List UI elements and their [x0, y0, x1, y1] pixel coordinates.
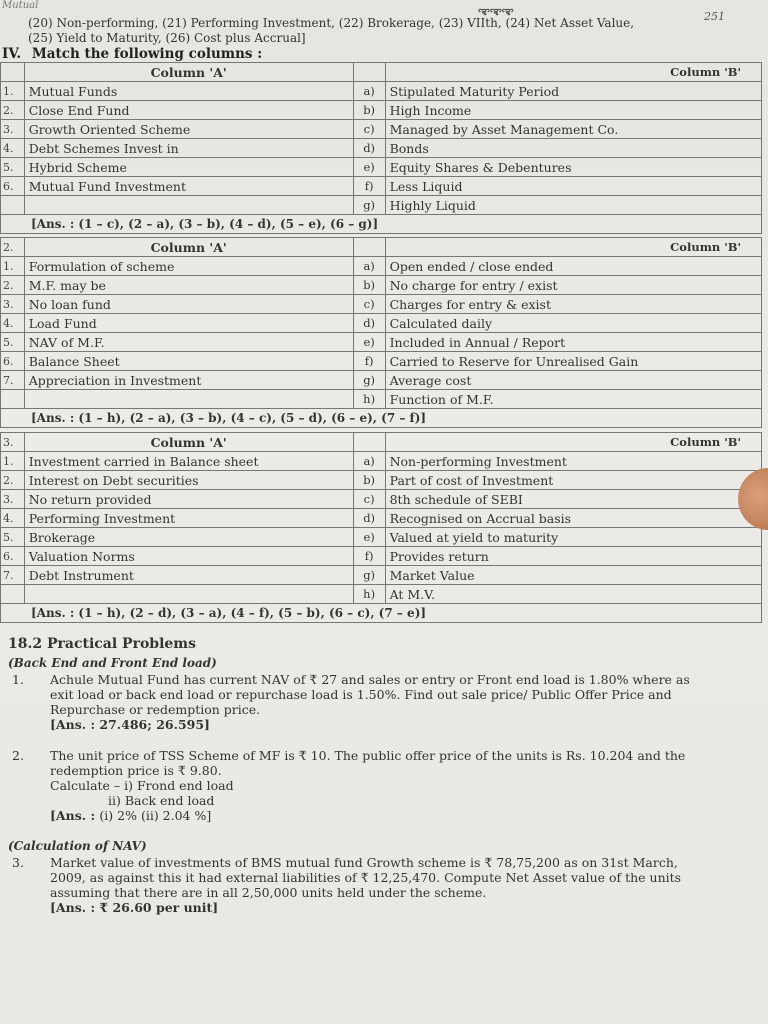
answer-values: (i) 2% (ii) 2.04 %] [99, 808, 212, 823]
column-a-item: Formulation of scheme [24, 257, 353, 276]
problem-line: Achule Mutual Fund has current NAV of ₹ 27 and sales or entry or Front end load is 1.80% where as [50, 672, 690, 687]
table-row [1, 371, 762, 390]
row-number: 1. [1, 82, 25, 101]
column-b-item: Stipulated Maturity Period [385, 82, 761, 101]
column-b-letter: d) [353, 314, 385, 333]
column-a-item: Brokerage [24, 528, 353, 547]
column-b-item: Function of M.F. [385, 390, 761, 409]
column-b-item: No charge for entry / exist [385, 276, 761, 295]
table-number: 2. [1, 238, 25, 257]
table-row [1, 295, 762, 314]
column-b-item: 8th schedule of SEBI [385, 490, 761, 509]
column-b-item: Charges for entry & exist [385, 295, 761, 314]
problem-line: Repurchase or redemption price. [50, 702, 261, 717]
problem-1 [8, 672, 748, 732]
row-number: 7. [1, 566, 25, 585]
table-row [1, 490, 762, 509]
column-b-letter: a) [353, 257, 385, 276]
row-number: 2. [1, 276, 25, 295]
match-table-3 [0, 432, 762, 623]
letter-cell [353, 238, 385, 257]
row-number: 6. [1, 547, 25, 566]
column-a-header: Column 'A' [24, 63, 353, 82]
column-b-header: Column 'B' [385, 63, 761, 82]
column-b-letter: b) [353, 471, 385, 490]
column-b-letter: f) [353, 547, 385, 566]
table-row [1, 333, 762, 352]
table-row [1, 82, 762, 101]
table-row [1, 471, 762, 490]
answer-key: [Ans. : (1 – h), (2 – d), (3 – a), (4 – f), (5 – b), (6 – c), (7 – e)] [1, 604, 762, 623]
column-b-item: Equity Shares & Debentures [385, 158, 761, 177]
intro-answers [28, 16, 634, 46]
column-b-item: Market Value [385, 566, 761, 585]
problem-line: 2009, as against this it had external liabilities of ₹ 12,25,470. Compute Net Asset value of the units [50, 870, 682, 885]
column-a-item: Growth Oriented Scheme [24, 120, 353, 139]
column-b-item: At M.V. [385, 585, 761, 604]
table-row [1, 120, 762, 139]
answer-row [1, 215, 762, 234]
problem-line: exit load or back end load or repurchase load is 1.50%. Find out sale price/ Public Offer Price and [50, 687, 672, 702]
problem-line: Market value of investments of BMS mutual fund Growth scheme is ₹ 78,75,200 as on 31st March, [50, 855, 678, 870]
row-number: 6. [1, 177, 25, 196]
column-b-item: Provides return [385, 547, 761, 566]
table-row [1, 177, 762, 196]
table-row [1, 528, 762, 547]
row-number: 3. [1, 295, 25, 314]
column-a-item: M.F. may be [24, 276, 353, 295]
table-header-row [1, 433, 762, 452]
table-row [1, 101, 762, 120]
problem-answer: [Ans. : 27.486; 26.595] [50, 717, 210, 732]
table-row [1, 276, 762, 295]
table-row [1, 196, 762, 215]
table-row [1, 352, 762, 371]
column-a-item: NAV of M.F. [24, 333, 353, 352]
column-b-item: Part of cost of Investment [385, 471, 761, 490]
row-number: 3. [1, 490, 25, 509]
table-row [1, 257, 762, 276]
column-b-item: Open ended / close ended [385, 257, 761, 276]
row-number: 1. [1, 452, 25, 471]
column-a-item: No loan fund [24, 295, 353, 314]
subheading-load: (Back End and Front End load) [8, 656, 217, 670]
column-b-letter: h) [353, 585, 385, 604]
row-number: 5. [1, 333, 25, 352]
match-table-1 [0, 62, 762, 234]
match-table-2 [0, 237, 762, 428]
column-a-item: Mutual Fund Investment [24, 177, 353, 196]
problem-2 [8, 748, 748, 823]
problem-3 [8, 855, 748, 915]
column-b-letter: f) [353, 177, 385, 196]
column-b-header: Column 'B' [385, 238, 761, 257]
table-row [1, 139, 762, 158]
column-b-letter: g) [353, 566, 385, 585]
intro-line: (25) Yield to Maturity, (26) Cost plus Accrual] [28, 31, 306, 45]
row-number [1, 196, 25, 215]
table-row [1, 509, 762, 528]
answer-key: [Ans. : (1 – c), (2 – a), (3 – b), (4 – d), (5 – e), (6 – g)] [1, 215, 762, 234]
header-glyphs: ಞಞಞ [478, 4, 514, 19]
column-b-letter: e) [353, 528, 385, 547]
row-number: 2. [1, 471, 25, 490]
column-b-letter: b) [353, 276, 385, 295]
column-b-item: Non-performing Investment [385, 452, 761, 471]
column-a-item: Debt Instrument [24, 566, 353, 585]
column-b-letter: e) [353, 158, 385, 177]
column-a-item: Debt Schemes Invest in [24, 139, 353, 158]
intro-line: (20) Non-performing, (21) Performing Investment, (22) Brokerage, (23) VIIth, (24) Net Asset Value, [28, 16, 635, 30]
page-number: 251 [704, 10, 725, 23]
problem-number: 1. [12, 672, 24, 687]
column-a-item [24, 390, 353, 409]
table-row [1, 585, 762, 604]
column-a-item: Load Fund [24, 314, 353, 333]
row-number: 4. [1, 509, 25, 528]
problem-line: The unit price of TSS Scheme of MF is ₹ 10. The public offer price of the units is Rs. 10.204 and the [50, 748, 686, 763]
section-roman: IV. [2, 46, 22, 62]
column-b-letter: g) [353, 196, 385, 215]
column-b-letter: d) [353, 139, 385, 158]
column-b-letter: d) [353, 509, 385, 528]
column-b-letter: c) [353, 295, 385, 314]
problem-line: assuming that there are in all 2,50,000 units held under the scheme. [50, 885, 487, 900]
column-b-letter: e) [353, 333, 385, 352]
problem-number: 3. [12, 855, 24, 870]
row-number: 6. [1, 352, 25, 371]
calc-line: Calculate – i) Frond end load [50, 778, 234, 793]
table-row [1, 158, 762, 177]
problem-line: redemption price is ₹ 9.80. [50, 763, 222, 778]
table-row [1, 452, 762, 471]
answer-row [1, 409, 762, 428]
row-number: 3. [1, 120, 25, 139]
problem-answer: [Ans. : ₹ 26.60 per unit] [50, 900, 219, 915]
column-b-letter: a) [353, 82, 385, 101]
column-a-item: No return provided [24, 490, 353, 509]
row-number: 4. [1, 314, 25, 333]
row-number [1, 585, 25, 604]
column-b-item: Highly Liquid [385, 196, 761, 215]
answer-label: [Ans. : [50, 808, 96, 823]
column-b-item: Average cost [385, 371, 761, 390]
column-b-item: Calculated daily [385, 314, 761, 333]
column-b-letter: c) [353, 120, 385, 139]
table-number: 3. [1, 433, 25, 452]
column-a-item: Close End Fund [24, 101, 353, 120]
column-b-item: Recognised on Accrual basis [385, 509, 761, 528]
calc-line: ii) Back end load [108, 793, 215, 808]
answer-key: [Ans. : (1 – h), (2 – a), (3 – b), (4 – c), (5 – d), (6 – e), (7 – f)] [1, 409, 762, 428]
practical-problems [8, 636, 748, 917]
column-b-item: Included in Annual / Report [385, 333, 761, 352]
row-number: 5. [1, 528, 25, 547]
row-number: 4. [1, 139, 25, 158]
column-a-item: Appreciation in Investment [24, 371, 353, 390]
letter-cell [353, 433, 385, 452]
column-b-item: Managed by Asset Management Co. [385, 120, 761, 139]
column-b-letter: b) [353, 101, 385, 120]
column-b-header: Column 'B' [385, 433, 761, 452]
table-header-row [1, 63, 762, 82]
column-a-item: Performing Investment [24, 509, 353, 528]
column-b-letter: c) [353, 490, 385, 509]
column-b-letter: a) [353, 452, 385, 471]
answer-row [1, 604, 762, 623]
table-row [1, 547, 762, 566]
row-number: 7. [1, 371, 25, 390]
table-row [1, 390, 762, 409]
table-row [1, 314, 762, 333]
subheading-nav: (Calculation of NAV) [8, 839, 147, 853]
column-b-item: Valued at yield to maturity [385, 528, 761, 547]
column-b-letter: f) [353, 352, 385, 371]
table-row [1, 566, 762, 585]
column-a-item [24, 196, 353, 215]
column-b-item: High Income [385, 101, 761, 120]
column-a-item: Interest on Debt securities [24, 471, 353, 490]
column-b-item: Bonds [385, 139, 761, 158]
column-a-item: Mutual Funds [24, 82, 353, 101]
table-number [1, 63, 25, 82]
column-a-item: Balance Sheet [24, 352, 353, 371]
problem-answer [50, 808, 748, 823]
row-number: 5. [1, 158, 25, 177]
row-number: 2. [1, 101, 25, 120]
column-a-header: Column 'A' [24, 238, 353, 257]
row-number: 1. [1, 257, 25, 276]
row-number [1, 390, 25, 409]
section-title-text: Match the following columns : [31, 46, 263, 62]
column-b-letter: h) [353, 390, 385, 409]
practical-title: 18.2 Practical Problems [8, 636, 196, 652]
column-a-item: Investment carried in Balance sheet [24, 452, 353, 471]
column-b-item: Carried to Reserve for Unrealised Gain [385, 352, 761, 371]
column-a-item: Hybrid Scheme [24, 158, 353, 177]
problem-number: 2. [12, 748, 24, 763]
column-b-letter: g) [353, 371, 385, 390]
column-a-item [24, 585, 353, 604]
column-a-header: Column 'A' [24, 433, 353, 452]
header-corner-text: Mutual [2, 0, 39, 11]
letter-cell [353, 63, 385, 82]
column-b-item: Less Liquid [385, 177, 761, 196]
table-header-row [1, 238, 762, 257]
column-a-item: Valuation Norms [24, 547, 353, 566]
section-title [2, 46, 262, 62]
